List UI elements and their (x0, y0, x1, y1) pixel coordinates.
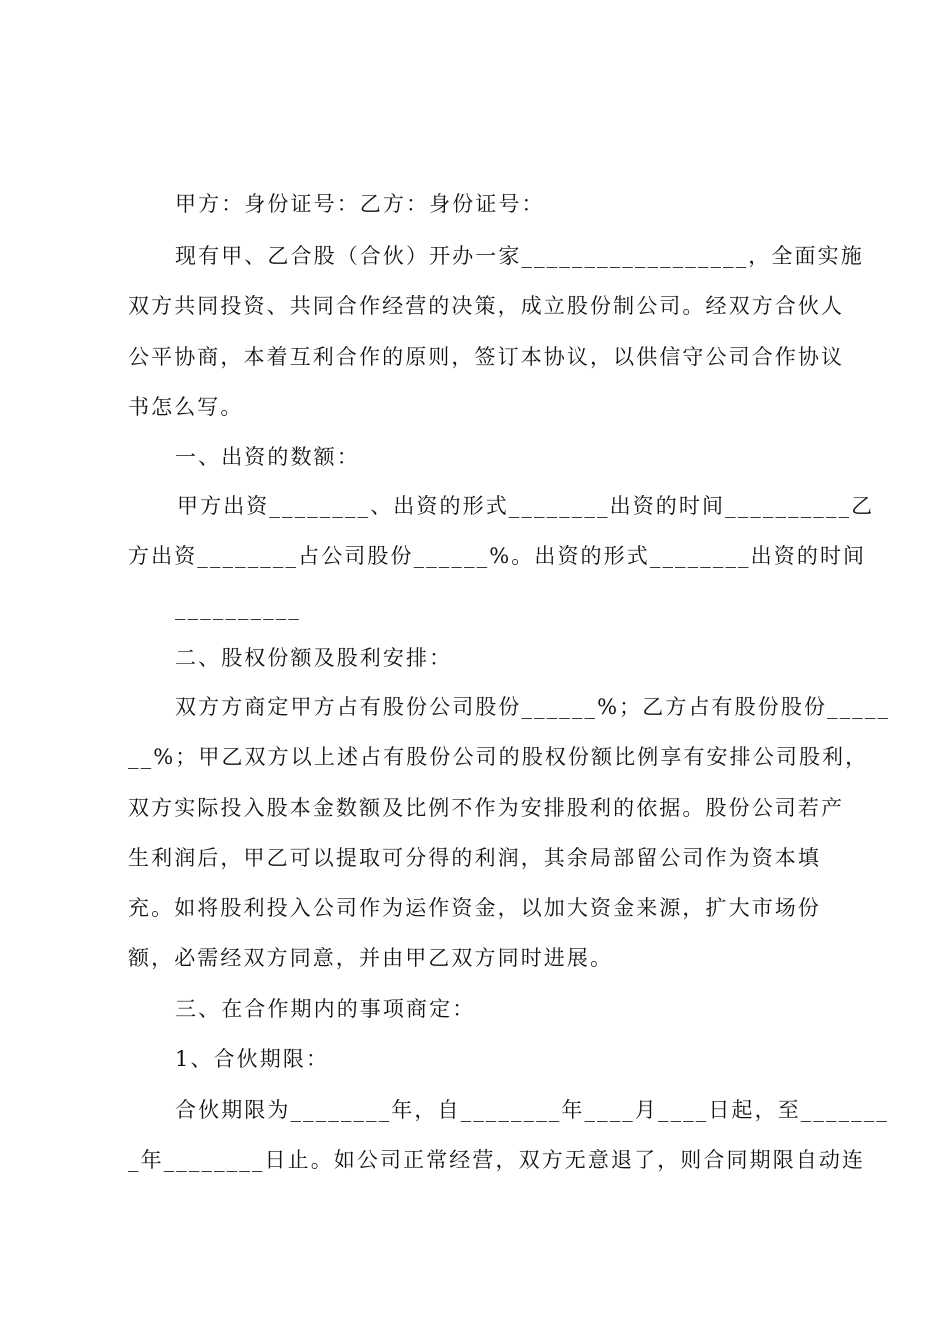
intro-paragraph-line-1: 现有甲、乙合股（合伙）开办一家__________________，全面实施 (175, 244, 864, 268)
term-paragraph-line-1: 合伙期限为________年，自________年____月____日起，至_______ (175, 1098, 889, 1122)
subsection-1-heading: 1、合伙期限： (175, 1047, 330, 1071)
intro-paragraph-line-2: 双方共同投资、共同合作经营的决策，成立股份制公司。经双方合伙人 (128, 294, 845, 318)
equity-paragraph-line-6: 额，必需经双方同意，并由甲乙双方同时进展。 (128, 946, 614, 970)
intro-paragraph-line-3: 公平协商，本着互利合作的原则，签订本协议，以供信守公司合作协议 (128, 345, 845, 369)
intro-paragraph-line-4: 书怎么写。 (128, 395, 244, 419)
section-3-heading: 三、在合作期内的事项商定： (175, 997, 476, 1021)
party-id-line: 甲方：身份证号：乙方：身份证号： (175, 192, 545, 216)
equity-paragraph-line-1: 双方方商定甲方占有股份公司股份______%；乙方占有股份股份_____ (175, 695, 891, 719)
section-1-heading: 一、出资的数额： (175, 445, 360, 469)
capital-line-3: __________ (175, 596, 301, 620)
equity-paragraph-line-2: __%；甲乙双方以上述占有股份公司的股权份额比例享有安排公司股利， (128, 745, 869, 769)
equity-paragraph-line-4: 生利润后，甲乙可以提取可分得的利润，其余局部留公司作为资本填 (128, 846, 821, 870)
equity-paragraph-line-3: 双方实际投入股本金数额及比例不作为安排股利的依据。股份公司若产 (128, 796, 845, 820)
capital-line-2: 方出资________占公司股份______%。出资的形式________出资的时间 (128, 544, 867, 568)
capital-line-1: 甲方出资________、出资的形式________出资的时间__________乙 (177, 494, 875, 518)
equity-paragraph-line-5: 充。如将股利投入公司作为运作资金，以加大资金来源，扩大市场份 (128, 896, 821, 920)
section-2-heading: 二、股权份额及股利安排： (175, 646, 453, 670)
term-paragraph-line-2: _年________日止。如公司正常经营，双方无意退了，则合同期限自动连 (128, 1148, 866, 1172)
